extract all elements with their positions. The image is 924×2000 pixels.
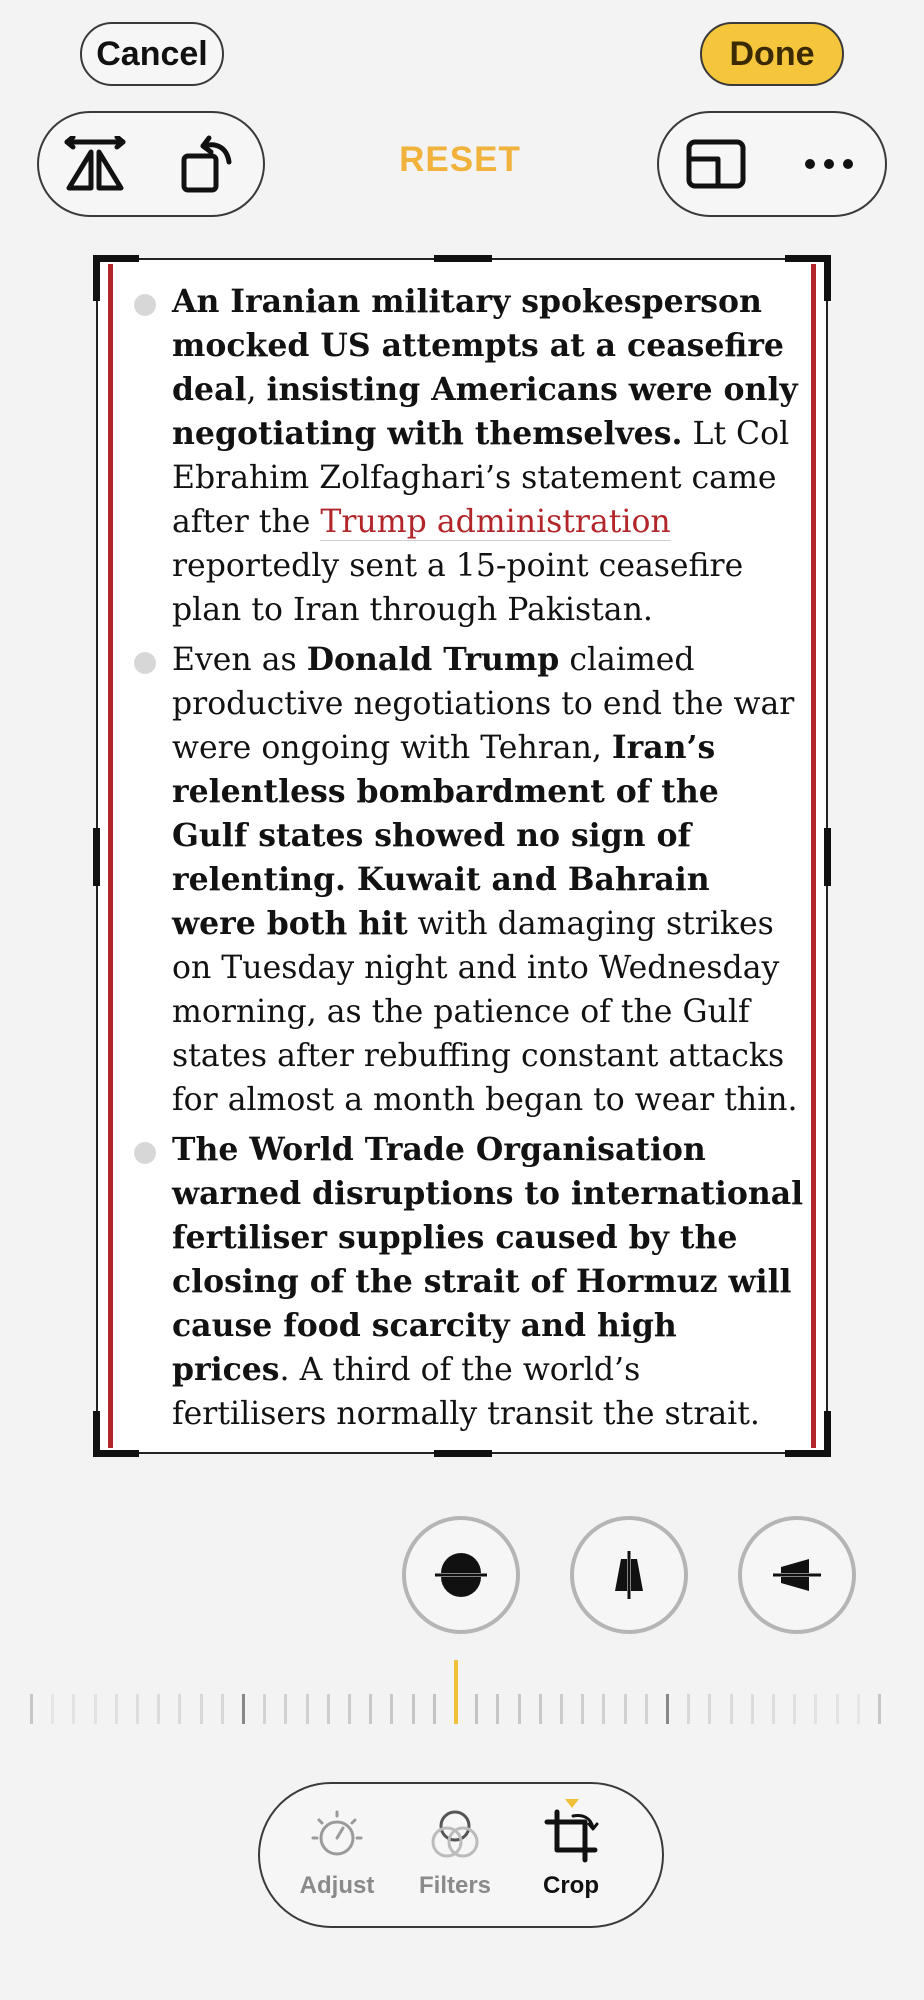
dial-tick xyxy=(772,1694,775,1724)
dial-tick xyxy=(200,1694,203,1724)
dial-tick xyxy=(178,1694,181,1724)
dial-tick xyxy=(581,1694,584,1724)
dial-tick xyxy=(115,1694,118,1724)
dial-tick xyxy=(666,1694,669,1724)
dial-tick xyxy=(348,1694,351,1724)
more-icon[interactable] xyxy=(789,124,869,204)
cancel-button[interactable]: Cancel xyxy=(80,22,224,86)
dial-tick xyxy=(751,1694,754,1724)
crop-handle-top-right[interactable] xyxy=(785,255,831,301)
dial-tick xyxy=(645,1694,648,1724)
bullet-text: claimed productive negotiations to end the war were ongoing with Tehran, xyxy=(172,642,795,766)
dial-tick xyxy=(475,1694,478,1724)
selected-tab-indicator xyxy=(565,1799,579,1808)
dial-tick xyxy=(284,1694,287,1724)
dial-tick xyxy=(602,1694,605,1724)
tab-crop-label: Crop xyxy=(543,1872,599,1899)
dial-tick xyxy=(94,1694,97,1724)
vertical-perspective-button[interactable] xyxy=(570,1516,688,1634)
dial-tick xyxy=(454,1660,458,1724)
dial-tick xyxy=(51,1694,54,1724)
bullet-bold-text: An Iranian military spokesperson mocked US attempts at a ceasefire deal xyxy=(172,283,784,408)
crop-handle-right[interactable] xyxy=(824,828,831,886)
filters-icon xyxy=(425,1806,485,1866)
dial-tick xyxy=(221,1694,224,1724)
crop-handle-bottom[interactable] xyxy=(434,1450,492,1457)
dial-tick xyxy=(793,1694,796,1724)
transform-tool-group xyxy=(37,111,265,217)
list-item xyxy=(134,280,804,632)
dial-tick xyxy=(518,1694,521,1724)
crop-handle-top-left[interactable] xyxy=(93,255,139,301)
bullet-bold-text: Iran’s relentless bombardment of the Gulf states showed no sign of relenting. Kuwait and Bahrain were both hit xyxy=(172,729,719,942)
aspect-tool-group xyxy=(657,111,887,217)
bullet-text: , xyxy=(246,372,267,408)
dial-tick xyxy=(560,1694,563,1724)
dial-tick xyxy=(836,1694,839,1724)
article-rule-left xyxy=(108,264,113,1448)
dial-tick xyxy=(539,1694,542,1724)
crop-handle-bottom-left[interactable] xyxy=(93,1411,139,1457)
dial-tick xyxy=(687,1694,690,1724)
tab-adjust-label: Adjust xyxy=(299,1872,375,1899)
bullet-bold-text: Donald Trump xyxy=(306,641,560,678)
dial-tick xyxy=(157,1694,160,1724)
dial-tick xyxy=(72,1694,75,1724)
dial-tick xyxy=(814,1694,817,1724)
tab-filters[interactable] xyxy=(400,1806,510,1900)
tab-filters-label: Filters xyxy=(418,1872,492,1899)
crop-handle-top[interactable] xyxy=(434,255,492,262)
list-item xyxy=(134,1128,804,1436)
dial-tick xyxy=(30,1694,33,1724)
rotate-icon[interactable] xyxy=(167,124,247,204)
tab-adjust[interactable] xyxy=(282,1806,392,1900)
article-rule-right xyxy=(811,264,816,1448)
bullet-text: Even as xyxy=(172,642,307,678)
crop-canvas[interactable] xyxy=(96,258,828,1454)
bullet-text: . A third of the world’s fertilisers normally transit the strait. xyxy=(172,1352,760,1432)
bullet-text: with damaging strikes on Tuesday night and into Wednesday morning, as the patience of the Gulf states after rebuffing constant attacks for almost a month began to wear thin. xyxy=(172,906,798,1118)
edit-mode-tab-bar xyxy=(258,1782,664,1928)
bullet-dot-icon xyxy=(134,1142,156,1164)
adjust-dial-icon xyxy=(309,1808,365,1864)
dial-tick xyxy=(306,1694,309,1724)
crop-handle-bottom-right[interactable] xyxy=(785,1411,831,1457)
dial-tick xyxy=(136,1694,139,1724)
done-button[interactable]: Done xyxy=(700,22,844,86)
straighten-icon xyxy=(433,1547,489,1603)
dial-tick xyxy=(327,1694,330,1724)
dial-tick xyxy=(433,1694,436,1724)
flip-horizontal-icon[interactable] xyxy=(55,124,135,204)
dial-tick xyxy=(390,1694,393,1724)
aspect-ratio-icon[interactable] xyxy=(676,124,756,204)
bullet-bold-text: The World Trade Organisation warned disruptions to international fertiliser supplies caused by the closing of the strait of Hormuz will cause food scarcity and high prices xyxy=(172,1131,804,1388)
reset-button[interactable]: RESET xyxy=(399,140,521,179)
bullet-bold-text: insisting Americans were only negotiating with themselves. xyxy=(172,371,798,452)
bullet-text: reportedly sent a 15-point ceasefire plan to Iran through Pakistan. xyxy=(172,548,744,628)
horizontal-perspective-icon xyxy=(769,1547,825,1603)
tab-crop[interactable] xyxy=(516,1806,626,1900)
dial-tick xyxy=(263,1694,266,1724)
article-bullets xyxy=(134,280,804,1442)
dial-tick xyxy=(412,1694,415,1724)
dial-tick xyxy=(369,1694,372,1724)
bullet-text: Lt Col Ebrahim Zolfaghari’s statement came after the xyxy=(172,416,790,540)
dial-tick xyxy=(624,1694,627,1724)
dial-tick xyxy=(857,1694,860,1724)
straighten-button[interactable] xyxy=(402,1516,520,1634)
dial-tick xyxy=(708,1694,711,1724)
dial-tick xyxy=(730,1694,733,1724)
dial-tick xyxy=(496,1694,499,1724)
crop-icon xyxy=(543,1808,599,1864)
dial-tick xyxy=(242,1694,245,1724)
horizontal-perspective-button[interactable] xyxy=(738,1516,856,1634)
trump-administration-link[interactable]: Trump administration xyxy=(320,504,671,540)
rotation-dial[interactable] xyxy=(30,1690,894,1726)
list-item xyxy=(134,638,804,1122)
crop-handle-left[interactable] xyxy=(93,828,100,886)
bullet-dot-icon xyxy=(134,652,156,674)
vertical-perspective-icon xyxy=(601,1547,657,1603)
dial-tick xyxy=(878,1694,881,1724)
